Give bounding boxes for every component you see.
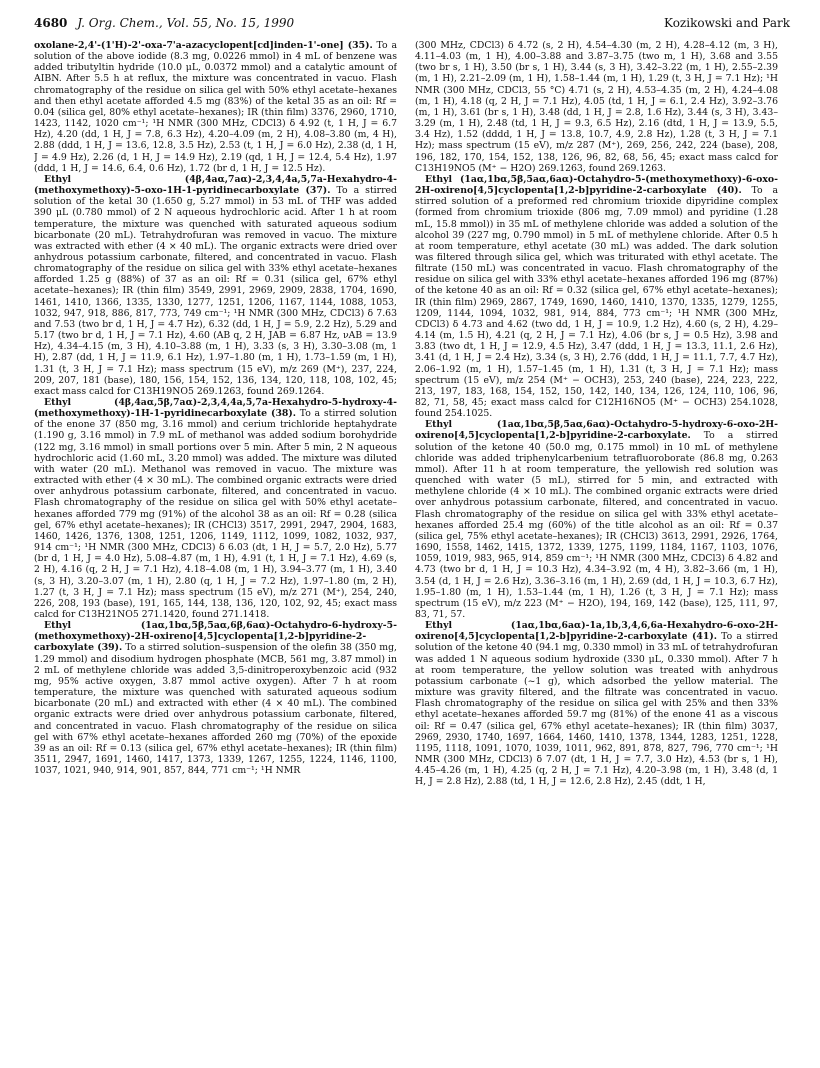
compound-heading: Ethyl (1aα,1bα,6aα)-1a,1b,3,4,6,6a-Hexahydro-6-oxo-2H-oxireno[4,5]cyclopenta[1,2-b]pyridine-2-carboxylate (41). — [415, 620, 778, 643]
procedure-text: To a stirred solution of a preformed red chromium trioxide dipyridine complex (formed from chromium trioxide (806 mg, 7.09 mmol) and pyridine (1.28 mL, 15.8 mmol)) in 35 mL of methylene chloride was added a solution of the alcohol 39 (227 mg, 0.790 mmol) in 5 mL of methylene chloride. After 0.5 h at room temperature, ethyl acetate (30 mL) was added. The dark solution was filtered through silica gel, which was triturated with ethyl acetate. The filtrate (150 mL) was concentrated in vacuo. Flash chromatography of the residue on silica gel with 33% ethyl acetate–hexanes afforded 196 mg (87%) of the ketone 40 as an oil: Rf = 0.32 (silica gel, 67% ethyl acetate–hexanes); IR (thin film) 2969, 2867, 1749, 1690, 1460, 1410, 1370, 1335, 1279, 1255, 1209, 1144, 1094, 1032, 981, 914, 884, 773 cm⁻¹; ¹H NMR (300 MHz, CDCl3) δ 4.73 and 4.62 (two dd, 1 H, J = 10.9, 1.2 Hz), 4.60 (s, 2 H), 4.29–4.14 (m, 1.5 H), 4.21 (q, 2 H, J = 7.1 Hz), 4.06 (br s, J = 0.5 Hz), 3.98 and 3.83 (two dt, 1 H, J = 12.9, 4.5 Hz), 3.47 (ddd, 1 H, J = 13.3, 11.1, 2.6 Hz), 3.41 (d, 1 H, J = 2.4 Hz), 3.34 (s, 3 H), 2.76 (ddd, 1 H, J = 11.1, 7.7, 4.7 Hz), 2.06–1.92 (m, 1 H), 1.57–1.45 (m, 1 H), 1.31 (t, 3 H, J = 7.1 Hz); mass spectrum (15 eV), m/z 254 (M⁺ − OCH3), 253, 240 (base), 224, 223, 222, 213, 197, 183, 168, 154, 152, 150, 142, 140, 134, 126, 124, 110, 106, 96, 82, 71, 58, 45; exact mass calcd for C12H16NO5 (M⁺ − OCH3) 254.1028, found 254.1025. — [415, 185, 778, 420]
experimental-paragraph — [415, 419, 778, 620]
experimental-paragraph — [415, 174, 778, 419]
experimental-paragraph — [415, 620, 778, 787]
journal-page — [34, 0, 790, 1068]
journal-citation: J. Org. Chem., Vol. 55, No. 15, 1990 — [77, 16, 295, 30]
running-authors: Kozikowski and Park — [664, 16, 790, 30]
page-number: 4680 — [34, 16, 68, 30]
experimental-paragraph — [34, 40, 397, 174]
procedure-text: To a stirred solution of the ketal 30 (1.650 g, 5.27 mmol) in 53 mL of THF was added 390 μL (0.780 mmol) of 2 N aqueous hydrochloric acid. After 1 h at room temperature, the mixture was quenched with saturated aqueous sodium bicarbonate (20 mL). Tetrahydrofuran was removed in vacuo. The mixture was extracted with ether (4 × 40 mL). The organic extracts were dried over anhydrous potassium carbonate, filtered, and concentrated in vacuo. Flash chromatography of the residue on silica gel with 33% ethyl acetate–hexanes afforded 1.25 g (88%) of 37 as an oil: Rf = 0.31 (silica gel, 67% ethyl acetate–hexanes); IR (thin film) 3549, 2991, 2969, 2909, 2838, 1704, 1690, 1461, 1410, 1366, 1335, 1330, 1277, 1251, 1206, 1167, 1144, 1088, 1053, 1032, 947, 918, 886, 817, 773, 749 cm⁻¹; ¹H NMR (300 MHz, CDCl3) δ 7.63 and 7.53 (two br d, 1 H, J = 4.7 Hz), 6.32 (dd, 1 H, J = 5.9, 2.2 Hz), 5.29 and 5.17 (two br d, 1 H, J = 7.1 Hz), 4.60 (AB q, 2 H, JAB = 6.87 Hz, νAB = 13.9 Hz), 4.34–4.15 (m, 3 H), 4.10–3.88 (m, 1 H), 3.33 (s, 3 H), 3.30–3.08 (m, 1 H), 2.87 (dd, 1 H, J = 11.9, 6.1 Hz), 1.97–1.80 (m, 1 H), 1.73–1.59 (m, 1 H), 1.31 (t, 3 H, J = 7.1 Hz); mass spectrum (15 eV), m/z 269 (M⁺), 237, 224, 209, 207, 181 (base), 180, 156, 154, 152, 136, 134, 120, 118, 108, 102, 45; exact mass calcd for C13H19NO5 269.1263, found 269.1264. — [34, 185, 397, 397]
procedure-text: To a solution of the above iodide (8.3 mg, 0.0226 mmol) in 4 mL of benzene was added tributyltin hydride (10.0 μL, 0.0372 mmol) and a catalytic amount of AIBN. After 5.5 h at reflux, the mixture was concentrated in vacuo. Flash chromatography of the residue on silica gel with 50% ethyl acetate–hexanes and then ethyl acetate afforded 4.5 mg (83%) of the ketal 35 as an oil: Rf = 0.04 (silica gel, 80% ethyl acetate–hexanes); IR (thin film) 3376, 2960, 1710, 1423, 1142, 1020 cm⁻¹; ¹H NMR (300 MHz, CDCl3) δ 4.92 (t, 1 H, J = 6.7 Hz), 4.20 (dd, 1 H, J = 7.8, 6.3 Hz), 4.20–4.09 (m, 2 H), 4.08–3.80 (m, 4 H), 2.88 (ddd, 1 H, J = 13.6, 12.8, 3.5 Hz), 2.53 (t, 1 H, J = 6.0 Hz), 2.38 (d, 1 H, J = 4.9 Hz), 2.26 (d, 1 H, J = 14.9 Hz), 2.19 (qd, 1 H, J = 12.4, 5.4 Hz), 1.97 (ddd, 1 H, J = 14.6, 6.4, 0.6 Hz), 1.72 (br d, 1 H, J = 12.5 Hz). — [34, 40, 397, 174]
experimental-paragraph — [415, 40, 778, 174]
compound-heading: Ethyl (4β,4aα,7aα)-2,3,4,4a,5,7a-Hexahydro-4-(methoxymethoxy)-5-oxo-1H-1-pyridinecarboxylate (37). — [34, 173, 397, 197]
procedure-text: To a stirred solution of the ketone 40 (50.0 mg, 0.175 mmol) in 10 mL of methylene chloride was added triphenylcarbenium tetrafluoroborate (86.8 mg, 0.263 mmol). After 11 h at room temperature, the yellowish red solution was quenched with water (5 mL), stirred for 5 min, and extracted with methylene chloride (4 × 10 mL). The combined organic extracts were dried over anhydrous potassium carbonate, filtered, and concentrated in vacuo. Flash chromatography of the residue on silica gel with 33% ethyl acetate–hexanes afforded 25.4 mg (60%) of the title alcohol as an oil: Rf = 0.37 (silica gel, 75% ethyl acetate–hexanes); IR (CHCl3) 3613, 2991, 2926, 1764, 1690, 1558, 1462, 1415, 1372, 1339, 1275, 1199, 1184, 1167, 1103, 1076, 1059, 1019, 983, 965, 914, 859 cm⁻¹; ¹H NMR (300 MHz, CDCl3) δ 4.82 and 4.73 (two br d, 1 H, J = 10.3 Hz), 4.34–3.92 (m, 4 H), 3.82–3.66 (m, 1 H), 3.54 (d, 1 H, J = 2.6 Hz), 3.36–3.16 (m, 1 H), 2.69 (dd, 1 H, J = 10.3, 6.7 Hz), 1.95–1.80 (m, 1 H), 1.53–1.44 (m, 1 H), 1.26 (t, 3 H, J = 7.1 Hz); mass spectrum (15 eV), m/z 223 (M⁺ − H2O), 194, 169, 142 (base), 125, 111, 97, 83, 71, 57. — [415, 430, 778, 620]
compound-heading: Ethyl (4β,4aα,5β,7aα)-2,3,4,4a,5,7a-Hexahydro-5-hydroxy-4-(methoxymethoxy)-1H-1-pyridinecarboxylate (38). — [34, 397, 397, 420]
procedure-text: To a stirred solution of the ketone 40 (94.1 mg, 0.330 mmol) in 33 mL of tetrahydrofuran was added 1 N aqueous sodium hydroxide (330 μL, 0.330 mmol). After 7 h at room temperature, the yellow solution was treated with anhydrous potassium carbonate (~1 g), which adsorbed the yellow material. The mixture was gravity filtered, and the filtrate was concentrated in vacuo. Flash chromatography of the residue on silica gel with 25% and then 33% ethyl acetate–hexanes afforded 59.7 mg (81%) of the enone 41 as a viscous oil: Rf = 0.47 (silica gel, 67% ethyl acetate–hexanes); IR (thin film) 3037, 2969, 2930, 1740, 1697, 1664, 1460, 1410, 1378, 1344, 1283, 1251, 1228, 1195, 1118, 1091, 1070, 1039, 1011, 962, 891, 878, 827, 796, 770 cm⁻¹; ¹H NMR (300 MHz, CDCl3) δ 7.07 (dt, 1 H, J = 7.7, 3.0 Hz), 4.53 (br s, 1 H), 4.45–4.26 (m, 1 H), 4.25 (q, 2 H, J = 7.1 Hz), 4.20–3.98 (m, 1 H), 3.48 (d, 1 H, J = 2.8 Hz), 2.88 (td, 1 H, J = 12.6, 2.8 Hz), 2.45 (ddt, 1 H, — [415, 631, 778, 788]
procedure-text: To a stirred solution–suspension of the olefin 38 (350 mg, 1.29 mmol) and disodium hydrogen phosphate (MCB, 561 mg, 3.87 mmol) in 2 mL of methylene chloride was added 3,5-dinitroperoxybenzoic acid (932 mg, 95% active oxygen, 3.87 mmol active oxygen). After 7 h at room temperature, the mixture was quenched with saturated aqueous sodium bicarbonate (20 mL) and extracted with ether (4 × 40 mL). The combined organic extracts were dried over anhydrous potassium carbonate, filtered, and concentrated in vacuo. Flash chromatography of the residue on silica gel with 67% ethyl acetate–hexanes afforded 260 mg (70%) of the epoxide 39 as an oil: Rf = 0.13 (silica gel, 67% ethyl acetate–hexanes); IR (thin film) 3511, 2947, 1691, 1460, 1417, 1373, 1339, 1267, 1255, 1224, 1146, 1100, 1037, 1021, 940, 914, 901, 857, 844, 771 cm⁻¹; ¹H NMR — [34, 642, 397, 777]
compound-heading: Ethyl (1aα,1bα,5β,5aα,6aα)-Octahydro-5-hydroxy-6-oxo-2H-oxireno[4,5]cyclopenta[1,2-b]pyridine-2-carboxylate. — [415, 419, 778, 442]
compound-heading: Ethyl (1aα,1bα,5β,5aα,6β,6aα)-Octahydro-6-hydroxy-5-(methoxymethoxy)-2H-oxireno[4,5]cyclopenta[1,2-b]pyridine-2-carboxylate (39). — [34, 620, 397, 654]
running-header — [34, 14, 790, 32]
procedure-text: To a stirred solution of the enone 37 (850 mg, 3.16 mmol) and cerium trichloride heptahydrate (1.190 g, 3.16 mmol) in 7.9 mL of methanol was added sodium borohydride (122 mg, 3.16 mmol) in small portions over 5 min. After 5 min, 2 N aqueous hydrochloric acid (1.60 mL, 3.20 mmol) was added. The mixture was diluted with water (20 mL). Methanol was removed in vacuo. The mixture was extracted with ether (4 × 30 mL). The combined organic extracts were dried over anhydrous potassium carbonate, filtered, and concentrated in vacuo. Flash chromatography of the residue on silica gel with 50% ethyl acetate–hexanes afforded 779 mg (91%) of the alcohol 38 as an oil: Rf = 0.28 (silica gel, 67% ethyl acetate–hexanes); IR (CHCl3) 3517, 2991, 2947, 2904, 1683, 1460, 1426, 1376, 1308, 1251, 1206, 1149, 1112, 1099, 1082, 1032, 937, 914 cm⁻¹; ¹H NMR (300 MHz, CDCl3) δ 6.03 (dt, 1 H, J = 5.7, 2.0 Hz), 5.77 (br d, 1 H, J = 4.0 Hz), 5.08–4.87 (m, 1 H), 4.91 (t, 1 H, J = 7.1 Hz), 4.69 (s, 2 H), 4.16 (q, 2 H, J = 7.1 Hz), 4.18–4.08 (m, 1 H), 3.94–3.77 (m, 1 H), 3.40 (s, 3 H), 3.20–3.07 (m, 1 H), 2.80 (q, 1 H, J = 7.2 Hz), 1.97–1.80 (m, 2 H), 1.27 (t, 3 H, J = 7.1 Hz); mass spectrum (15 eV), m/z 271 (M⁺), 254, 240, 226, 208, 193 (base), 191, 165, 144, 138, 136, 120, 102, 92, 45; exact mass calcd for C13H21NO5 271.1420, found 271.1418. — [34, 408, 397, 620]
compound-heading: oxolane-2,4'-(1'H)-2'-oxa-7'a-azacyclopent[cd]inden-1'-one] (35). — [34, 40, 373, 51]
experimental-paragraph — [34, 397, 397, 620]
procedure-text: (300 MHz, CDCl3) δ 4.72 (s, 2 H), 4.54–4.30 (m, 2 H), 4.28–4.12 (m, 3 H), 4.11–4.03 (m, 1 H), 4.00–3.88 and 3.87–3.75 (two m, 1 H), 3.68 and 3.55 (two br s, 1 H), 3.50 (br s, 1 H), 3.44 (s, 3 H), 3.42–3.22 (m, 1 H), 2.55–2.39 (m, 1 H), 2.21–2.09 (m, 1 H), 1.58–1.44 (m, 1 H), 1.29 (t, 3 H, J = 7.1 Hz); ¹H NMR (300 MHz, CDCl3, 55 °C) 4.71 (s, 2 H), 4.53–4.35 (m, 2 H), 4.24–4.08 (m, 1 H), 4.18 (q, 2 H, J = 7.1 Hz), 4.05 (td, 1 H, J = 6.1, 2.4 Hz), 3.92–3.76 (m, 1 H), 3.61 (br s, 1 H), 3.48 (dd, 1 H, J = 2.8, 1.6 Hz), 3.44 (s, 3 H), 3.43–3.29 (m, 1 H), 2.48 (td, 1 H, J = 9.3, 6.5 Hz), 2.16 (dtd, 1 H, J = 13.9, 5.5, 3.4 Hz), 1.52 (dddd, 1 H, J = 13.8, 10.7, 4.9, 2.8 Hz), 1.28 (t, 3 H, J = 7.1 Hz); mass spectrum (15 eV), m/z 287 (M⁺), 269, 256, 242, 224 (base), 208, 196, 182, 170, 154, 152, 138, 126, 96, 82, 68, 56, 45; exact mass calcd for C13H19NO5 (M⁺ − H2O) 269.1263, found 269.1263. — [415, 40, 778, 174]
compound-heading: Ethyl (1aα,1bα,5β,5aα,6aα)-Octahydro-5-(methoxymethoxy)-6-oxo-2H-oxireno[4,5]cyclopenta[1,2-b]pyridine-2-carboxylate (40). — [415, 173, 778, 197]
right-column — [415, 40, 778, 1060]
experimental-paragraph — [34, 174, 397, 397]
experimental-paragraph — [34, 620, 397, 776]
left-column — [34, 40, 397, 1060]
